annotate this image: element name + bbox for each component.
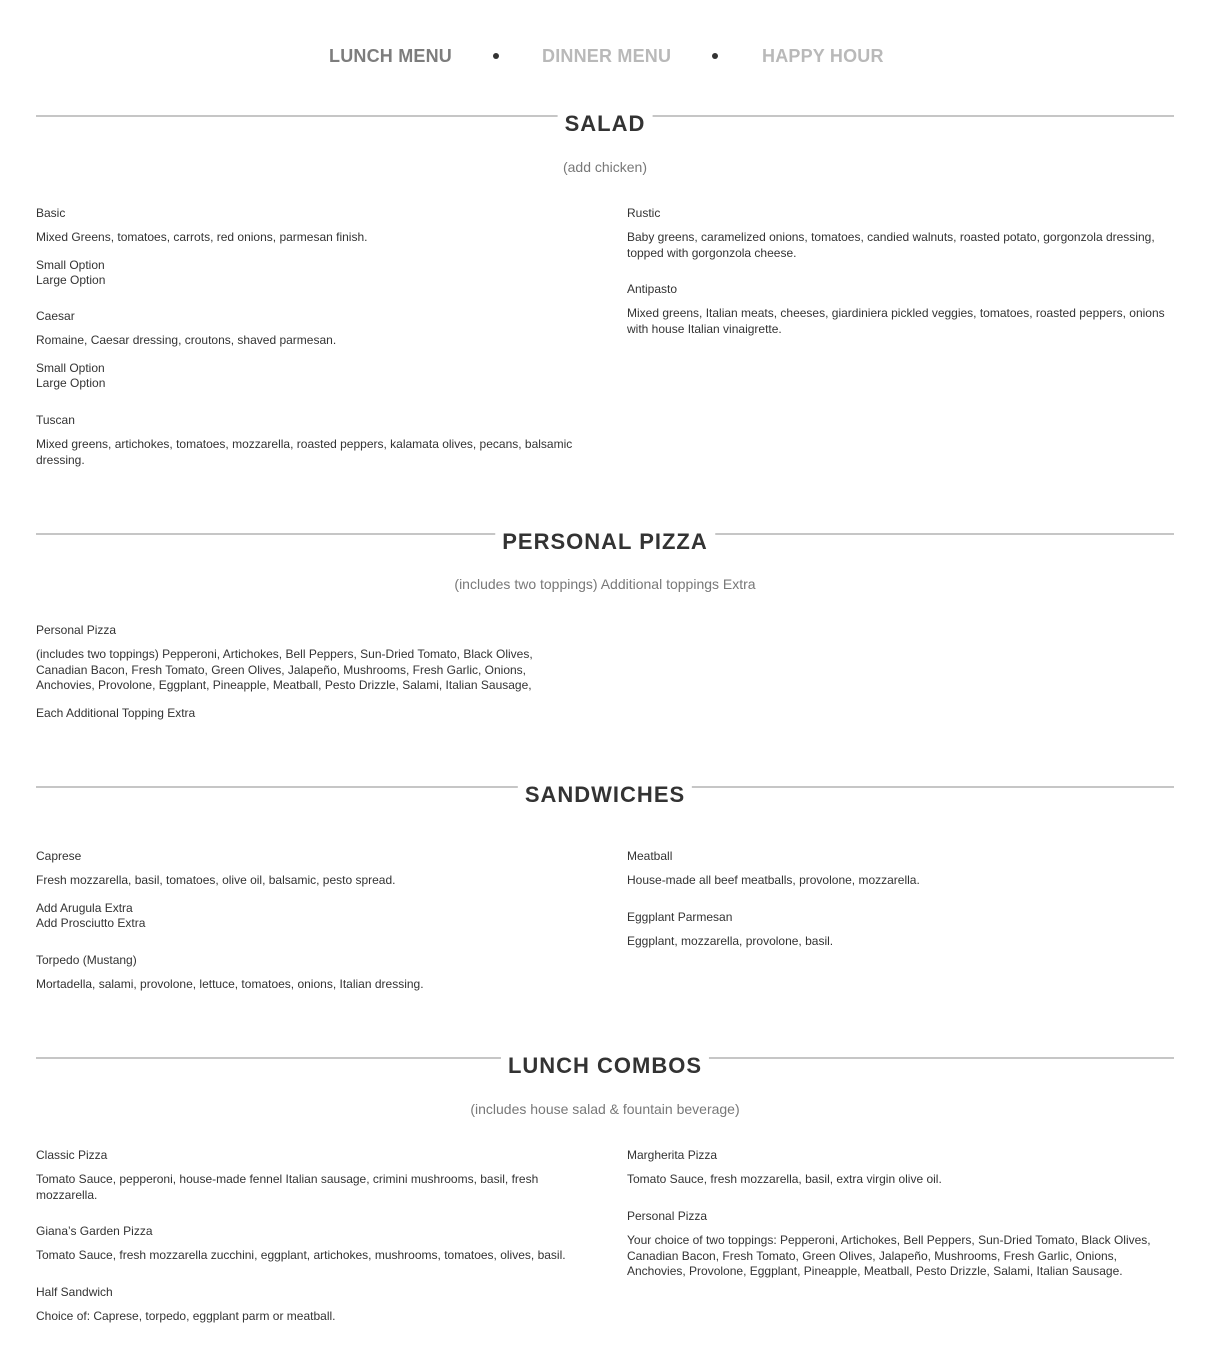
- item-name: Giana’s Garden Pizza: [36, 1224, 153, 1238]
- item-name: Meatball: [627, 849, 673, 863]
- section-subtitle: (includes two toppings) Additional toppings Extra: [454, 576, 756, 592]
- item-name: Rustic: [627, 206, 661, 220]
- item-option: Add Prosciutto Extra: [36, 916, 146, 930]
- item-description: Tomato Sauce, fresh mozzarella, basil, extra virgin olive oil.: [627, 1172, 942, 1186]
- menu-item: [36, 206, 581, 289]
- item-options: [36, 901, 581, 932]
- section-title: PERSONAL PIZZA: [495, 529, 715, 555]
- section-subtitle: (add chicken): [562, 159, 648, 175]
- menu-item: [36, 1224, 581, 1264]
- item-name: Basic: [36, 206, 66, 220]
- menu-item: [627, 206, 1172, 261]
- section-title: SALAD: [558, 111, 653, 137]
- item-option: Large Option: [36, 376, 106, 390]
- item-name: Half Sandwich: [36, 1285, 113, 1299]
- item-option: Add Arugula Extra: [36, 900, 133, 915]
- menu-item: [627, 282, 1172, 337]
- menu-item: [627, 849, 1172, 889]
- item-name: Tuscan: [36, 413, 75, 427]
- nav-separator-dot: [493, 53, 499, 59]
- item-description: House-made all beef meatballs, provolone, mozzarella.: [627, 873, 920, 887]
- nav-separator-dot: [712, 53, 718, 59]
- section-header-personal-pizza: [36, 529, 1174, 559]
- item-options: [36, 258, 581, 289]
- item-description: Tomato Sauce, fresh mozzarella zucchini, eggplant, artichokes, mushrooms, tomatoes, olives, basil.: [36, 1248, 566, 1262]
- item-description: Mixed greens, artichokes, tomatoes, mozzarella, roasted peppers, kalamata olives, pecans, balsamic dressing.: [36, 437, 573, 467]
- item-name: Margherita Pizza: [627, 1148, 718, 1162]
- menu-item: [36, 953, 581, 993]
- menu-item: [36, 1285, 581, 1325]
- menu-item: [36, 623, 546, 721]
- section-header-lunch-combos: [36, 1053, 1174, 1083]
- menu-item: [627, 910, 1172, 950]
- menu-nav: [0, 44, 1210, 68]
- item-option: Small Option: [36, 257, 105, 272]
- item-name: Classic Pizza: [36, 1148, 108, 1162]
- section-title: SANDWICHES: [518, 782, 692, 808]
- item-option: Each Additional Topping Extra: [36, 705, 196, 720]
- item-name: Torpedo (Mustang): [36, 953, 137, 967]
- item-option: Small Option: [36, 360, 105, 375]
- item-description: Baby greens, caramelized onions, tomatoes, candied walnuts, roasted potato, gorgonzola dressing, topped with gorgonzola cheese.: [627, 230, 1155, 260]
- item-description: Mortadella, salami, provolone, lettuce, tomatoes, onions, Italian dressing.: [36, 977, 424, 991]
- item-name: Personal Pizza: [36, 623, 117, 637]
- nav-happy-hour[interactable]: HAPPY HOUR: [762, 46, 884, 66]
- section-header-sandwiches: [36, 782, 1174, 812]
- item-description: Romaine, Caesar dressing, croutons, shaved parmesan.: [36, 333, 337, 347]
- item-name: Eggplant Parmesan: [627, 910, 733, 924]
- menu-item: [627, 1209, 1172, 1280]
- item-options: [36, 361, 581, 392]
- nav-dinner-menu[interactable]: DINNER MENU: [542, 46, 672, 66]
- item-description: Mixed Greens, tomatoes, carrots, red onions, parmesan finish.: [36, 230, 368, 244]
- section-subtitle: (includes house salad & fountain beverage): [470, 1101, 740, 1117]
- menu-item: [36, 1148, 581, 1203]
- item-options: [36, 706, 546, 722]
- item-description: (includes two toppings) Pepperoni, Artichokes, Bell Peppers, Sun-Dried Tomato, Black Olives, Canadian Bacon, Fresh Tomato, Green Olives, Jalapeño, Mushrooms, Fresh Garlic, Onions, Anchovies, Provolone, Eggplant, Pineapple, Meatball, Pesto Drizzle, Salami, Italian Sausage,: [36, 647, 533, 692]
- section-title: LUNCH COMBOS: [501, 1053, 709, 1079]
- item-option: Large Option: [36, 273, 106, 287]
- menu-item: [36, 849, 581, 932]
- item-description: Tomato Sauce, pepperoni, house-made fennel Italian sausage, crimini mushrooms, basil, fresh mozzarella.: [36, 1172, 539, 1202]
- item-description: Eggplant, mozzarella, provolone, basil.: [627, 934, 834, 948]
- item-name: Caesar: [36, 309, 75, 323]
- section-header-salad: [36, 111, 1174, 141]
- menu-item: [36, 413, 581, 468]
- item-description: Your choice of two toppings: Pepperoni, Artichokes, Bell Peppers, Sun-Dried Tomato, Black Olives, Canadian Bacon, Fresh Tomato, Green Olives, Jalapeño, Mushrooms, Fresh Garlic, Onions, Anchovies, Provolone, Eggplant, Pineapple, Meatball, Pesto Drizzle, Salami, Italian Sausage.: [627, 1233, 1151, 1278]
- item-name: Personal Pizza: [627, 1209, 708, 1223]
- nav-lunch-menu[interactable]: LUNCH MENU: [329, 46, 452, 66]
- item-name: Caprese: [36, 849, 82, 863]
- item-description: Fresh mozzarella, basil, tomatoes, olive oil, balsamic, pesto spread.: [36, 873, 396, 887]
- item-description: Choice of: Caprese, torpedo, eggplant parm or meatball.: [36, 1309, 336, 1323]
- menu-item: [627, 1148, 1172, 1188]
- menu-item: [36, 309, 581, 392]
- item-name: Antipasto: [627, 282, 678, 296]
- item-description: Mixed greens, Italian meats, cheeses, giardiniera pickled veggies, tomatoes, roasted peppers, onions with house Italian vinaigrette.: [627, 306, 1165, 336]
